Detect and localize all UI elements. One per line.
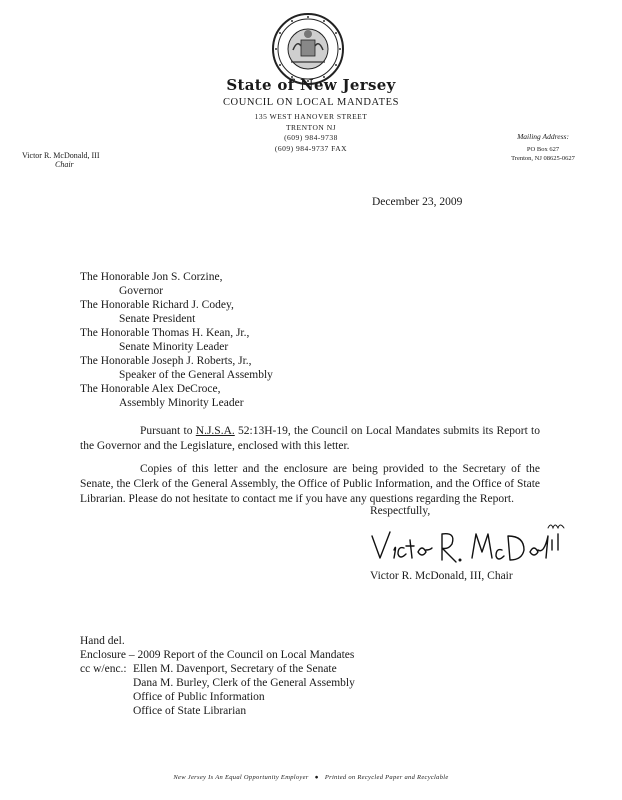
page-footer: New Jersey Is An Equal Opportunity Employer ● Printed on Recycled Paper and Recyclable [173, 774, 449, 781]
cc-recipient: Office of State Librarian [133, 705, 247, 717]
addressee-title: Assembly Minority Leader [119, 397, 244, 409]
chair-title: Chair [55, 160, 74, 169]
enclosure-line: Enclosure – 2009 Report of the Council on Local Mandates [80, 649, 355, 661]
state-title: State of New Jersey [226, 76, 396, 94]
addressee-title: Speaker of the General Assembly [119, 369, 273, 381]
addressee-name: The Honorable Joseph J. Roberts, Jr., [80, 355, 252, 367]
addressee-name: The Honorable Richard J. Codey, [80, 299, 234, 311]
cc-recipient: Dana M. Burley, Clerk of the General Assembly [133, 677, 355, 689]
addressee-name: The Honorable Jon S. Corzine, [80, 271, 223, 283]
po-box: PO Box 627 [526, 146, 560, 153]
street-address: 135 WEST HANOVER STREET [254, 112, 368, 121]
po-city: Trenton, NJ 08625-0627 [511, 155, 575, 162]
statute-citation: N.J.S.A. [195, 425, 235, 437]
body-paragraph-1: Pursuant to N.J.S.A. 52:13H-19, the Council on Local Mandates submits its Report to the Governor and the Legislature, enclosed with this letter. [80, 425, 541, 452]
cc-label: cc w/enc.: [80, 663, 127, 675]
addressee-name: The Honorable Alex DeCroce, [80, 383, 221, 395]
signer-name: Victor R. McDonald, III, Chair [370, 570, 513, 582]
closing: Respectfully, [370, 505, 431, 517]
phone-line: (609) 984-9738 [284, 133, 338, 142]
addressee-title: Senate Minority Leader [119, 341, 229, 353]
chair-name: Victor R. McDonald, III [22, 151, 100, 160]
bullet-icon: ● [314, 774, 319, 781]
addressee-title: Senate President [119, 313, 196, 325]
cc-recipient: Office of Public Information [133, 691, 265, 703]
body-paragraph-2: Copies of this letter and the enclosure are being provided to the Secretary of the Senate, the Clerk of the General Assembly, the Office of Public Information, and the Office of State Librarian. Please do not hesitate to contact me if you have any questions regarding the Report. [80, 463, 540, 505]
fax-line: (609) 984-9737 FAX [274, 144, 348, 153]
handwritten-signature [368, 520, 568, 568]
cc-recipient: Ellen M. Davenport, Secretary of the Senate [133, 663, 337, 675]
council-name: COUNCIL ON LOCAL MANDATES [222, 97, 400, 108]
city-line: TRENTON NJ [285, 123, 337, 132]
mailing-label: Mailing Address: [517, 132, 569, 141]
addressee-name: The Honorable Thomas H. Kean, Jr., [80, 327, 250, 339]
delivery-note: Hand del. [80, 635, 125, 647]
letter-date: December 23, 2009 [372, 196, 463, 208]
state-seal-icon [271, 12, 345, 86]
addressee-title: Governor [119, 285, 164, 297]
